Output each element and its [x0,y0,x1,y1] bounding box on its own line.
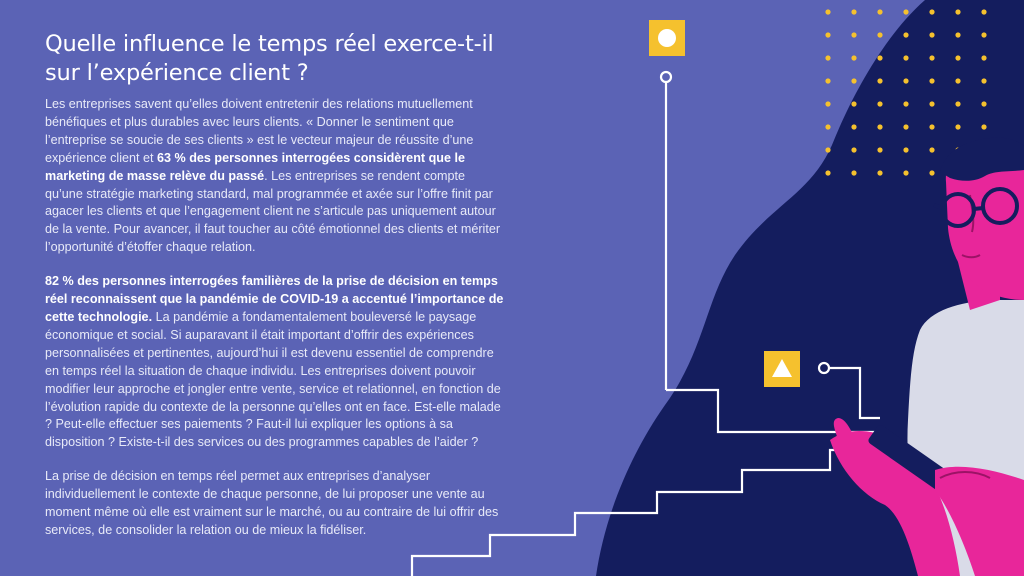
circle-badge-icon [649,20,685,56]
dot [851,147,856,152]
dot [903,147,908,152]
dot [903,78,908,83]
dot [825,9,830,14]
dot [903,55,908,60]
dot [825,55,830,60]
dot [903,32,908,37]
dot [929,55,934,60]
p3-text: La prise de décision en temps réel permet aux entreprises d’analyser individuellement le contexte de chaque personne, de lui proposer une vente au moment même où elle est vraiment sur le marché, ou au contraire de lui offrir des services, de consolider la relation ou de mieux la fidéliser. [45,469,499,537]
p1-text-b: . Les entreprises se rendent compte qu’une stratégie marketing standard, mal programmée et axée sur l’offre finit par agacer les clients et que l’engagement client ne s’articule pas uniquement autour de la vente. Pour avancer, il faut toucher au côté émotionnel des clients et mériter l’opportunité d’étoffer chaque relation. [45,168,501,255]
dot [981,9,986,14]
dot [903,9,908,14]
dot [877,9,882,14]
dot [955,9,960,14]
dot [877,170,882,175]
p2-text: La pandémie a fondamentalement bouleversé le paysage économique et social. Si auparavant il était important d’offrir des expériences personnalisées et pertinentes, aujourd’hui il est devenu essentiel de comprendre en temps réel la situation de chaque individu. Les entreprises doivent pouvoir modifier leur approche et jongler entre vente, service et relationnel, en fonction de l’évolution rapide du contexte de la personne qu’elles ont en face. Est-elle malade ? Peut-elle effectuer ses paiements ? Faut-il lui expliquer les options à sa disposition ? Existe-t-il des services ou des programmes capables de l’aider ? [45,309,501,450]
dot [903,124,908,129]
dot [981,101,986,106]
dot [877,32,882,37]
dot [929,78,934,83]
dot [851,55,856,60]
dot [981,78,986,83]
dot [981,32,986,37]
dot [955,78,960,83]
dot [877,78,882,83]
dot [825,78,830,83]
dot [851,124,856,129]
triangle-badge-icon [764,351,800,387]
dot [851,78,856,83]
dot [955,101,960,106]
dot [877,147,882,152]
dot [877,124,882,129]
dot [929,147,934,152]
dot [851,9,856,14]
dot [825,101,830,106]
dot [981,55,986,60]
dot [955,55,960,60]
dot [851,170,856,175]
dot [955,32,960,37]
page-title: Quelle influence le temps réel exerce-t-il sur l’expérience client ? [45,31,494,86]
dot [825,170,830,175]
dot [929,101,934,106]
dot [903,101,908,106]
dot [851,32,856,37]
p1-bold: 63 % des personnes interrogées considèrent que le marketing de masse relève du passé [45,150,465,183]
dot [877,101,882,106]
dot [851,101,856,106]
dot [825,124,830,129]
dot [903,170,908,175]
dot [981,124,986,129]
dot [929,32,934,37]
p1-text-a: Les entreprises savent qu’elles doivent entretenir des relations mutuellement bénéfiques et plus durables avec leurs clients. « Donner le sentiment que l’entreprise se soucie de ses clients » est le vecteur majeur de réussite d’une expérience client et [45,97,474,165]
dot [929,124,934,129]
p2-bold: 82 % des personnes interrogées familières de la prise de décision en temps réel reconnaissent que la pandémie de COVID-19 a accentué l’importance de cette technologie. [45,274,504,324]
dot [825,147,830,152]
dot [929,170,934,175]
dot [929,9,934,14]
dot [825,32,830,37]
dot [955,124,960,129]
dot [877,55,882,60]
